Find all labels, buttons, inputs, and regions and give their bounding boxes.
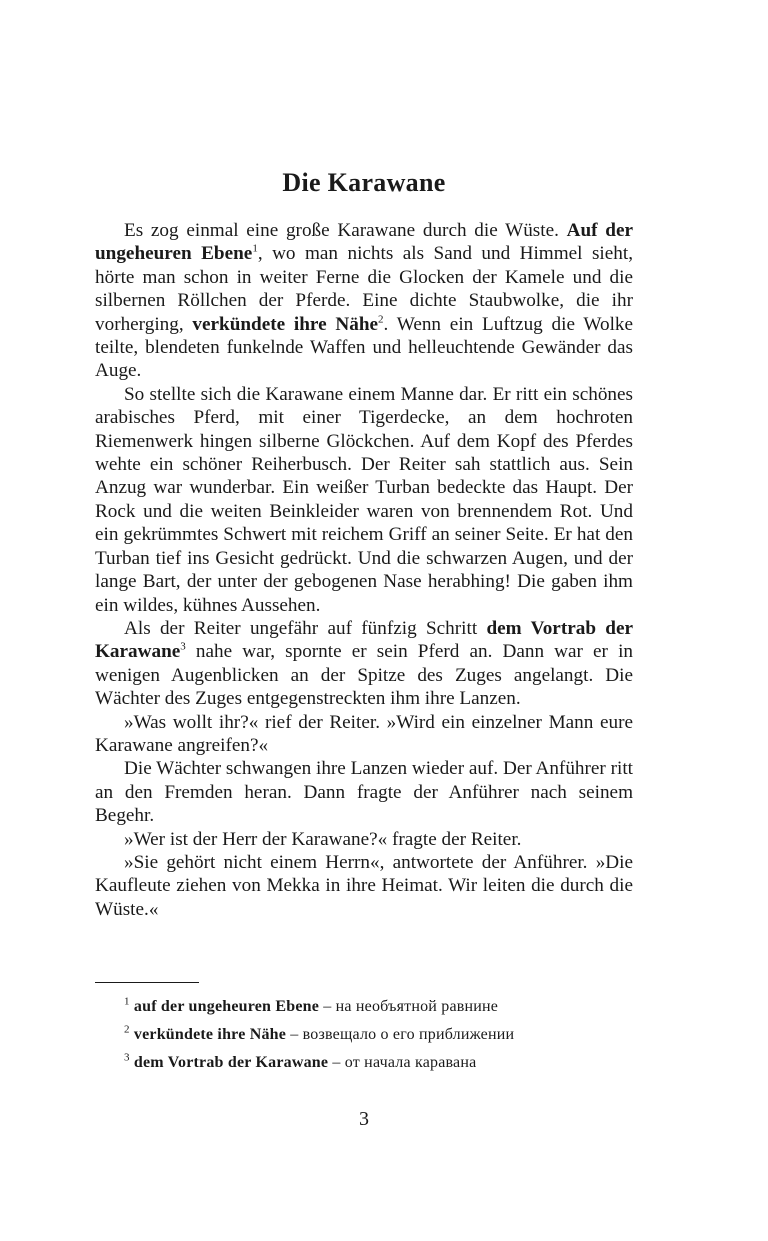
- footnote-dash: –: [319, 998, 336, 1015]
- glossary-term: dem Vortrab der Karawane: [95, 617, 634, 663]
- footnote-marker: 3: [180, 640, 186, 653]
- footnote-marker: 2: [378, 313, 384, 326]
- text-run: Als der Reiter ungefähr auf fünfzig Schritt: [124, 617, 487, 639]
- footnote-term: verkündete ihre Nähe: [133, 1026, 287, 1043]
- paragraph: [95, 851, 633, 921]
- footnote-dash: –: [328, 1054, 345, 1071]
- text-run: Es zog einmal eine große Karawane durch die Wüste.: [124, 220, 567, 241]
- paragraph: [95, 757, 633, 827]
- text-run: Die Wächter schwangen ihre Lanzen wieder auf. Der Anführer ritt an den Fremden heran. Dann fragte der Anführer nach seinem Begehr.: [95, 758, 633, 827]
- footnote-dash: –: [286, 1026, 303, 1043]
- footnote-number: 3: [124, 1051, 130, 1064]
- paragraph: [95, 219, 633, 383]
- text-run: »Sie gehört nicht einem Herrn«, antwortete der Anführer. »Die Kaufleute ziehen von Mekka in ihre Heimat. Wir leiten die durch die Wüste.«: [95, 851, 633, 920]
- text-run: , wo man nichts als Sand und Himmel sieht, hörte man schon in weiter Ferne die Glocken der Kamele und die silbernen Röllchen der Pferde. Eine dichte Staubwolke, die ihr vorherging,: [95, 243, 633, 335]
- footnote-number: 1: [124, 995, 130, 1008]
- page-number: 3: [359, 1108, 369, 1130]
- text-run: nahe war, spornte er sein Pferd an. Dann war er in wenigen Augenblicken an der Spitze des Zuges angelangt. Die Wächter des Zuges entgegenstreckten ihm ihre Lanzen.: [95, 641, 633, 710]
- text-run: »Was wollt ihr?« rief der Reiter. »Wird ein einzelner Mann eure Karawane angreifen?«: [95, 711, 633, 756]
- footnote-term: auf der ungeheuren Ebene: [133, 998, 320, 1015]
- paragraph: [95, 828, 633, 851]
- footnote-translation: возвещало о его приближении: [302, 1026, 515, 1043]
- text-run: So stellte sich die Karawane einem Manne dar. Er ritt ein schönes arabisches Pferd, mit einer Tigerdecke, an dem hochroten Riemenwerk hingen silberne Glöckchen. Auf dem Kopf des Pferdes wehte ein schöner Reiherbusch. Der Reiter sah stattlich aus. Sein Anzug war wunderbar. Ein weißer Turban bedeckte das Haupt. Der Rock und die weiten Beinkleider waren von brennendem Rot. Und ein gekrümmtes Schwert mit reichem Griff an seiner Seite. Er hat den Turban tief ins Gesicht gedrückt. Und die schwarzen Augen, und der lange Bart, der unter der gebogenen Nase herabhing! Die gaben ihm ein wildes, kühnes Aussehen.: [95, 383, 633, 616]
- page-title: Die Karawane: [282, 168, 446, 197]
- footnote-marker: 1: [252, 243, 258, 256]
- footnote-item: [124, 1049, 633, 1077]
- footnote-divider: [95, 982, 199, 983]
- book-page: [95, 0, 633, 1241]
- footnote-term: dem Vortrab der Karawane: [133, 1054, 329, 1071]
- glossary-term: Auf der ungeheuren Ebene: [95, 220, 634, 265]
- footnotes: [124, 993, 633, 1077]
- footnote-item: [124, 1021, 633, 1049]
- footnote-item: [124, 993, 633, 1021]
- footnote-translation: от начала каравана: [344, 1054, 477, 1071]
- footnote-number: 2: [124, 1023, 130, 1036]
- main-text: [95, 219, 633, 921]
- footnote-translation: на необъятной равнине: [335, 998, 499, 1015]
- paragraph: [95, 383, 633, 617]
- glossary-term: verkündete ihre Nähe: [192, 313, 379, 335]
- paragraph: [95, 711, 633, 758]
- paragraph: [95, 617, 633, 711]
- text-run: . Wenn ein Luftzug die Wolke teilte, blendeten funkelnde Waffen und helleuchtende Gewänder das Auge.: [95, 313, 634, 382]
- text-run: »Wer ist der Herr der Karawane?« fragte der Reiter.: [124, 828, 522, 850]
